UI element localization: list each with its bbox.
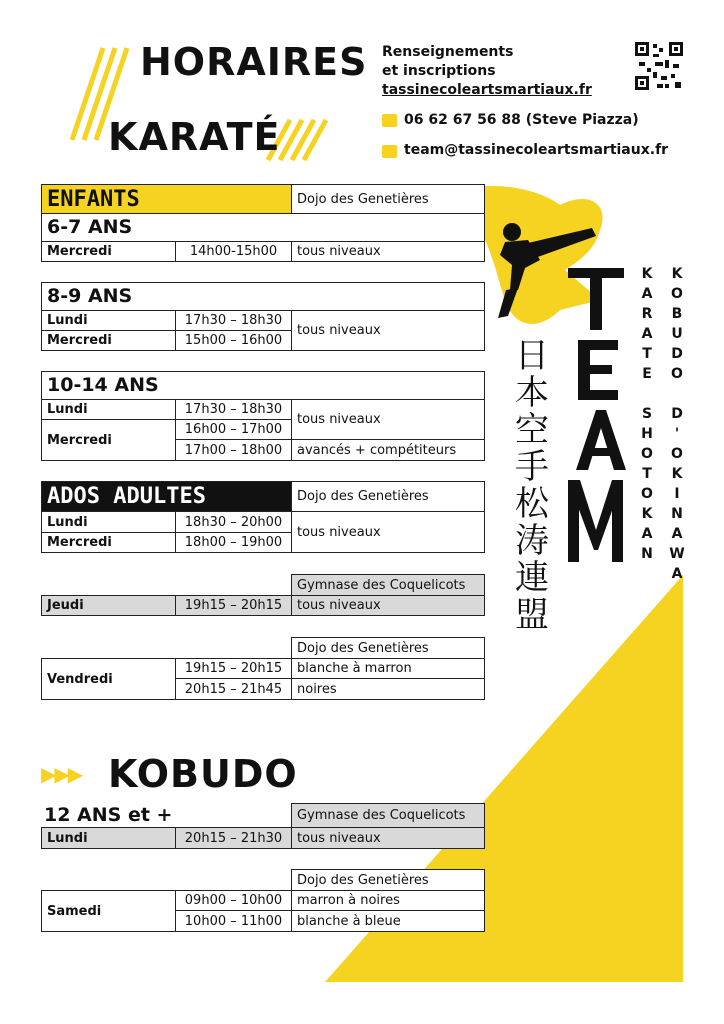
venue-vendredi: Dojo des Genetières: [291, 637, 485, 659]
group-10-14: 10-14 ANS: [41, 371, 485, 400]
group-8-9: 8-9 ANS: [41, 282, 485, 311]
email-address[interactable]: team@tassinecoleartsmartiaux.fr: [404, 142, 669, 158]
col1-char: O: [641, 446, 653, 462]
g3-time2: 16h00 – 17h00: [175, 419, 292, 440]
team-logo: [568, 268, 626, 562]
g2-time2: 15h00 – 16h00: [175, 330, 292, 351]
col1-char: H: [641, 426, 653, 442]
venue-samedi: Dojo des Genetières: [291, 869, 485, 891]
col2-char: D: [671, 346, 683, 362]
col2-char: O: [671, 366, 683, 382]
col2-char: ': [674, 426, 680, 442]
title-horaires: HORAIRES: [140, 40, 368, 84]
venue-enfants: Dojo des Genetières: [291, 184, 485, 214]
g3-time1: 17h30 – 18h30: [175, 399, 292, 420]
g1-level: tous niveaux: [291, 241, 485, 262]
group-6-7: 6-7 ANS: [41, 213, 485, 242]
g1-day: Mercredi: [41, 241, 176, 262]
col1-char: A: [641, 526, 653, 542]
jeudi-day: Jeudi: [41, 595, 176, 616]
g3-time3: 17h00 – 18h00: [175, 439, 292, 461]
vendredi-time2: 20h15 – 21h45: [175, 678, 292, 700]
phone-icon: [382, 114, 397, 127]
col2-char: K: [671, 466, 683, 482]
col1-char: S: [641, 406, 653, 422]
col1-char: N: [641, 546, 653, 562]
group-12-plus: 12 ANS et +: [44, 804, 173, 826]
envelope-icon: [382, 145, 397, 158]
g2-time1: 17h30 – 18h30: [175, 310, 292, 331]
kobudo-lundi-time: 20h15 – 21h30: [175, 827, 292, 849]
col2-char: O: [671, 446, 683, 462]
website-link[interactable]: tassinecoleartsmartiaux.fr: [382, 82, 592, 98]
kanji-char: 手: [515, 447, 549, 487]
venue-kobudo-lundi: Gymnase des Coquelicots: [291, 803, 485, 828]
arrows-icon: ▶▶▶: [41, 762, 82, 786]
ados-day1: Lundi: [41, 511, 176, 533]
g3-level3: avancés + compétiteurs: [291, 439, 485, 461]
title-kobudo: KOBUDO: [108, 752, 298, 796]
g2-level: tous niveaux: [291, 310, 485, 351]
jeudi-level: tous niveaux: [291, 595, 485, 616]
vendredi-time1: 19h15 – 20h15: [175, 658, 292, 679]
g2-day1: Lundi: [41, 310, 176, 331]
col1-char: T: [642, 466, 652, 482]
jeudi-time: 19h15 – 20h15: [175, 595, 292, 616]
ados-level: tous niveaux: [291, 511, 485, 553]
vendredi-level1: blanche à marron: [291, 658, 485, 679]
col2-char: A: [671, 526, 683, 542]
col1-char: E: [642, 366, 652, 382]
col1-char: A: [641, 286, 653, 302]
kanji-char: 涛: [515, 521, 549, 561]
kobudo-lundi-level: tous niveaux: [291, 827, 485, 849]
samedi-level1: marron à noires: [291, 890, 485, 911]
col1-char: T: [642, 346, 652, 362]
kanji-char: 空: [515, 410, 549, 450]
info-label-1: Renseignements: [382, 44, 514, 60]
venue-ados: Dojo des Genetières: [291, 481, 485, 512]
col2-char: D: [671, 406, 683, 422]
col1-char: K: [641, 506, 653, 522]
col1-char: A: [641, 326, 653, 342]
g2-day2: Mercredi: [41, 330, 176, 351]
g3-day1: Lundi: [41, 399, 176, 420]
vendredi-level2: noires: [291, 678, 485, 700]
col2-char: W: [669, 546, 685, 562]
col1-char: O: [641, 486, 653, 502]
col2-char: O: [671, 286, 683, 302]
venue-jeudi: Gymnase des Coquelicots: [291, 574, 485, 596]
col2-char: K: [671, 266, 683, 282]
kanji-char: 盟: [515, 595, 549, 635]
qr-code[interactable]: [635, 42, 683, 90]
vendredi-day: Vendredi: [41, 658, 176, 700]
g3-level1: tous niveaux: [291, 399, 485, 440]
g3-day2: Mercredi: [41, 419, 176, 461]
ados-time1: 18h30 – 20h00: [175, 511, 292, 533]
band-enfants: ENFANTS: [41, 184, 292, 214]
col2-char: U: [671, 326, 683, 342]
kanji-char: 日: [515, 336, 549, 376]
col2-char: N: [671, 506, 683, 522]
samedi-time2: 10h00 – 11h00: [175, 910, 292, 932]
phone-number[interactable]: 06 62 67 56 88 (Steve Piazza): [404, 112, 639, 128]
kanji-char: 本: [515, 373, 549, 413]
col2-char: B: [671, 306, 683, 322]
info-label-2: et inscriptions: [382, 63, 496, 79]
kanji-char: 松: [515, 484, 549, 524]
kobudo-lundi-day: Lundi: [41, 827, 176, 849]
col1-char: R: [641, 306, 653, 322]
col1-char: K: [641, 266, 653, 282]
samedi-time1: 09h00 – 10h00: [175, 890, 292, 911]
kanji-char: 連: [515, 558, 549, 598]
ados-time2: 18h00 – 19h00: [175, 532, 292, 553]
samedi-day: Samedi: [41, 890, 176, 932]
band-ados-adultes: ADOS ADULTES: [41, 481, 292, 512]
ados-day2: Mercredi: [41, 532, 176, 553]
samedi-level2: blanche à bleue: [291, 910, 485, 932]
g1-time: 14h00-15h00: [175, 241, 292, 262]
col2-char: A: [671, 566, 683, 582]
col2-char: I: [674, 486, 680, 502]
title-karate: KARATÉ: [108, 115, 281, 159]
